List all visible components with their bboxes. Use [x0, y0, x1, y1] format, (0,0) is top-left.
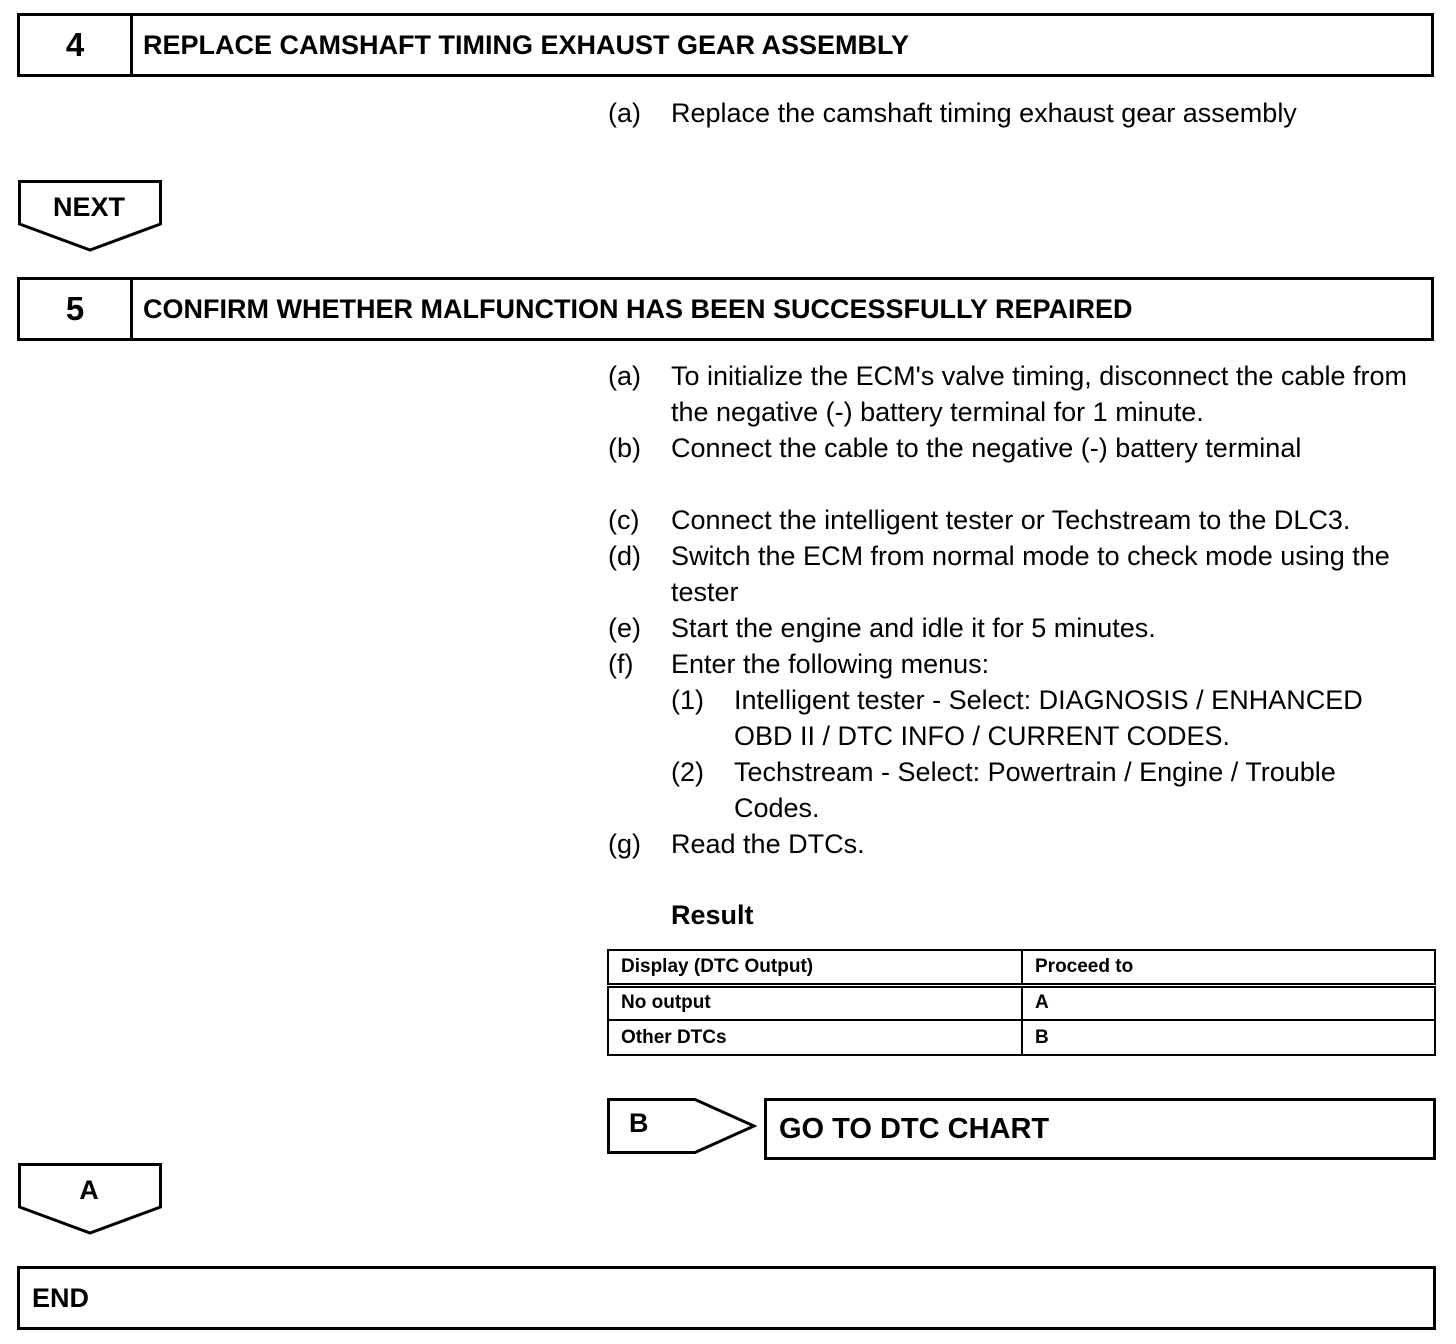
step-5-subitem-1: (1) Intelligent tester - Select: DIAGNOSIS / ENHANCED OBD II / DTC INFO / CURRENT CODES.	[671, 685, 1363, 751]
table-header-cell: Display (DTC Output)	[608, 950, 1022, 985]
table-cell: Other DTCs	[608, 1020, 1022, 1055]
branch-a-label: A	[79, 1175, 99, 1205]
table-cell: A	[1022, 985, 1435, 1020]
table-cell: No output	[608, 985, 1022, 1020]
branch-a-arrow-button[interactable]	[18, 1163, 162, 1235]
step-4-number: 4	[20, 16, 133, 74]
step-5-item-b: (b) Connect the cable to the negative (-) battery terminal	[608, 433, 1302, 463]
step-5-header	[17, 277, 1434, 341]
step-5-item-f: (f) Enter the following menus:	[608, 649, 990, 679]
step-5-number: 5	[20, 280, 133, 338]
step-4-item-a: (a) Replace the camshaft timing exhaust gear assembly	[608, 98, 1297, 128]
step-5-item-d: (d) Switch the ECM from normal mode to check mode using the tester	[608, 541, 1390, 607]
step-5-item-c: (c) Connect the intelligent tester or Techstream to the DLC3.	[608, 505, 1351, 535]
next-arrow-button[interactable]	[18, 180, 162, 252]
branch-b-tag[interactable]	[607, 1098, 757, 1154]
step-5-item-a: (a) To initialize the ECM's valve timing, disconnect the cable from the negative (-) battery terminal for 1 minute.	[608, 361, 1407, 427]
step-4-header	[17, 13, 1434, 77]
end-box: END	[17, 1266, 1436, 1330]
step-5-subitem-2: (2) Techstream - Select: Powertrain / Engine / Trouble Codes.	[671, 757, 1336, 823]
step-4-title: REPLACE CAMSHAFT TIMING EXHAUST GEAR ASSEMBLY	[143, 29, 910, 60]
branch-b-label: B	[629, 1108, 649, 1138]
table-cell: B	[1022, 1020, 1435, 1055]
step-5-item-e: (e) Start the engine and idle it for 5 minutes.	[608, 613, 1156, 643]
table-header-row	[608, 950, 1435, 985]
result-label: Result	[671, 900, 754, 930]
step-5-item-g: (g) Read the DTCs.	[608, 829, 865, 859]
table-row	[608, 985, 1435, 1020]
step-4-instructions	[608, 95, 1448, 131]
result-table	[607, 949, 1436, 1056]
next-label: NEXT	[52, 192, 125, 222]
step-5-instructions	[608, 358, 1448, 862]
step-5-title: CONFIRM WHETHER MALFUNCTION HAS BEEN SUCCESSFULLY REPAIRED	[143, 293, 1133, 324]
table-row	[608, 1020, 1435, 1055]
go-to-dtc-chart-link[interactable]: GO TO DTC CHART	[764, 1098, 1436, 1160]
table-header-cell: Proceed to	[1022, 950, 1435, 985]
